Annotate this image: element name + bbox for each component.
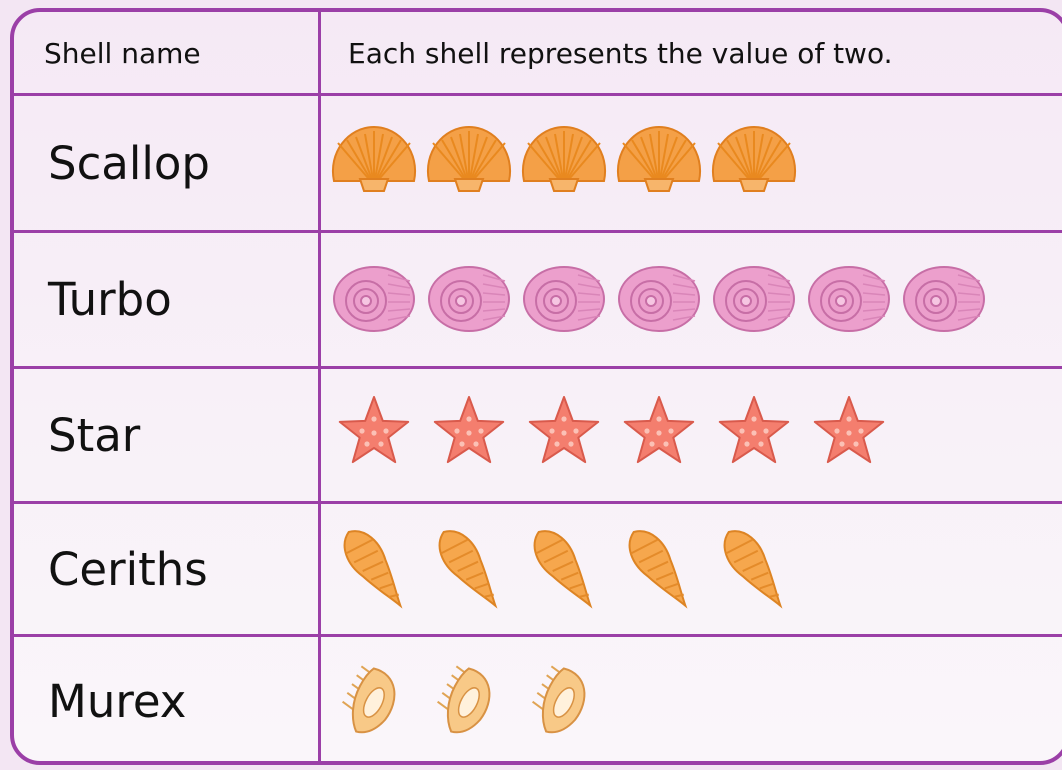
cerith-shell-icon bbox=[715, 522, 794, 615]
scallop-shell-icon bbox=[713, 127, 795, 191]
scallop-shell-icon bbox=[523, 127, 605, 191]
scallop-shell-icon bbox=[428, 127, 510, 191]
header-shell-name: Shell name bbox=[44, 36, 201, 70]
murex-shell-icon bbox=[523, 662, 595, 741]
cerith-shell-icon bbox=[620, 522, 699, 615]
starfish-icon bbox=[435, 397, 503, 462]
starfish-icon bbox=[815, 397, 883, 462]
turbo-shell-icon bbox=[904, 267, 984, 331]
scallop-shell-icon bbox=[618, 127, 700, 191]
turbo-shell-icon bbox=[619, 267, 699, 331]
turbo-shell-icon bbox=[524, 267, 604, 331]
scallop-shell-icon bbox=[333, 127, 415, 191]
turbo-shell-icon bbox=[809, 267, 889, 331]
pictograph-icons bbox=[14, 12, 1062, 761]
pictograph-table bbox=[10, 8, 1062, 765]
turbo-shell-icon bbox=[714, 267, 794, 331]
murex-shell-icon bbox=[428, 662, 500, 741]
turbo-shell-icon bbox=[334, 267, 414, 331]
murex-shell-icon bbox=[333, 662, 405, 741]
category-label: Ceriths bbox=[48, 542, 208, 596]
category-label: Turbo bbox=[48, 273, 172, 326]
category-label: Scallop bbox=[48, 136, 210, 190]
category-label: Star bbox=[48, 408, 141, 462]
cerith-shell-icon bbox=[430, 522, 509, 615]
starfish-icon bbox=[340, 397, 408, 462]
starfish-icon bbox=[720, 397, 788, 462]
header-key: Each shell represents the value of two. bbox=[348, 36, 893, 70]
cerith-shell-icon bbox=[525, 522, 604, 615]
turbo-shell-icon bbox=[429, 267, 509, 331]
category-label: Murex bbox=[48, 674, 187, 728]
cerith-shell-icon bbox=[335, 522, 414, 615]
starfish-icon bbox=[530, 397, 598, 462]
starfish-icon bbox=[625, 397, 693, 462]
